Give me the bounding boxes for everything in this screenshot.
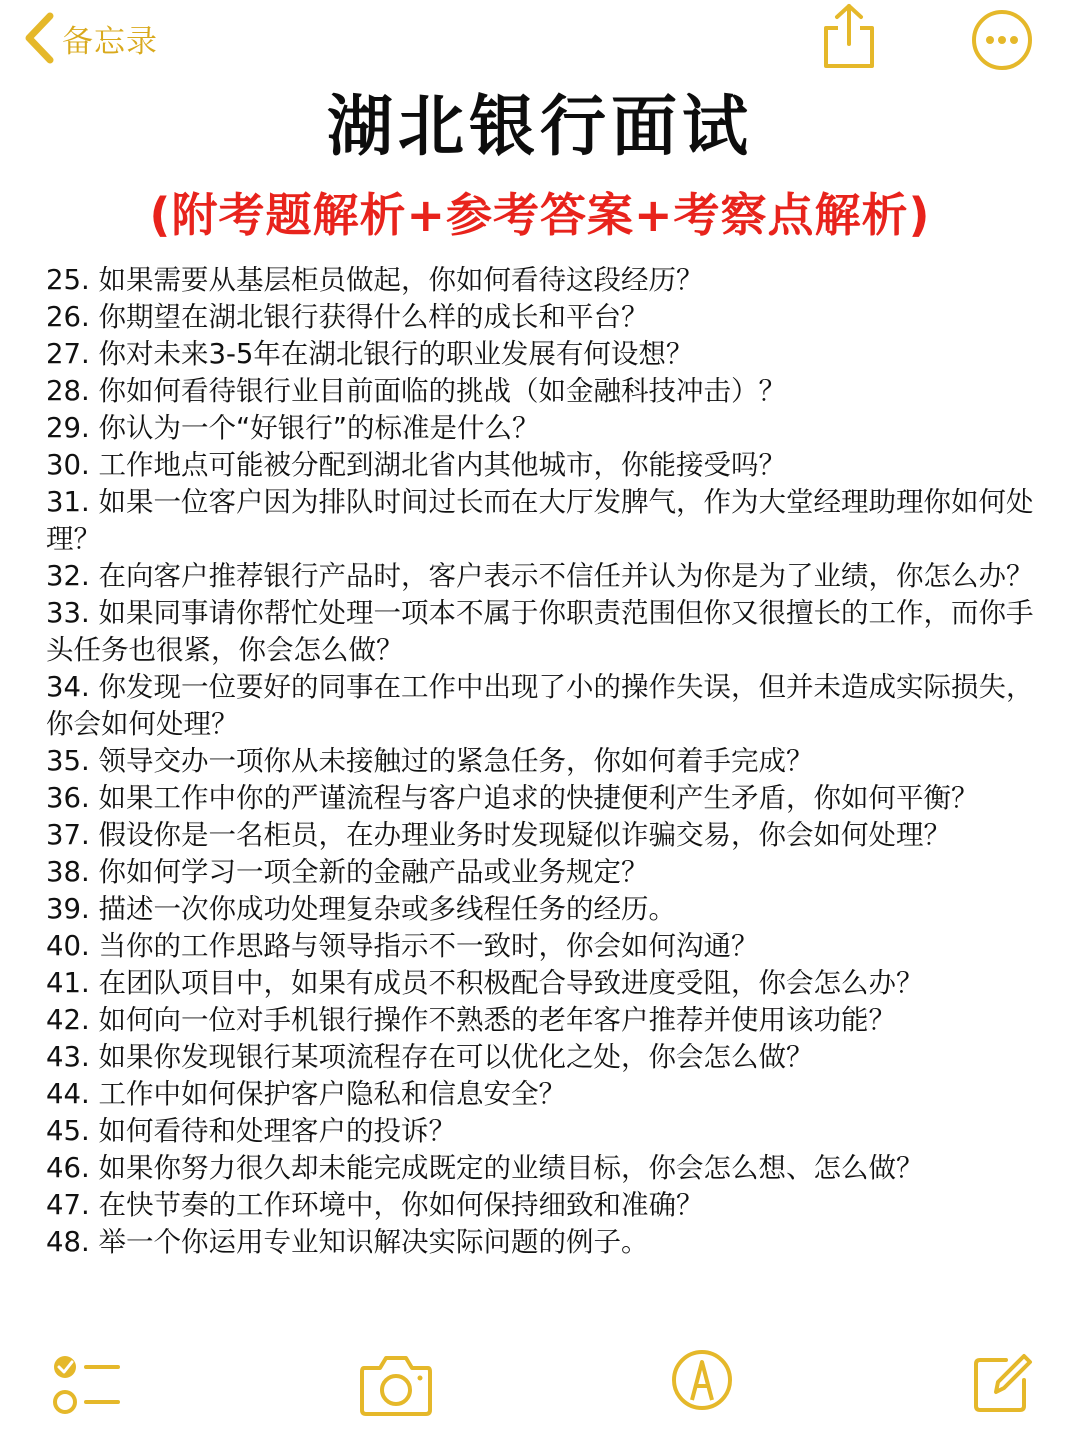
question-item: 47. 在快节奏的工作环境中，你如何保持细致和准确？ (46, 1189, 704, 1221)
question-item: 48. 举一个你运用专业知识解决实际问题的例子。 (46, 1226, 649, 1258)
more-button[interactable] (970, 8, 1034, 72)
back-label: 备忘录 (62, 23, 158, 60)
question-item: 33. 如果同事请你帮忙处理一项本不属于你职责范围但你又很擅长的工作，而你手头任务也很紧，你会怎么做？ (46, 597, 1034, 666)
question-item: 46. 如果你努力很久却未能完成既定的业绩目标，你会怎么想、怎么做？ (46, 1152, 924, 1184)
question-item: 26. 你期望在湖北银行获得什么样的成长和平台？ (46, 301, 649, 333)
back-button[interactable] (22, 8, 158, 68)
navigation-bar (0, 0, 1080, 80)
question-item: 27. 你对未来3-5年在湖北银行的职业发展有何设想？ (46, 338, 694, 370)
note-subtitle: (附考题解析+参考答案+考察点解析) (149, 188, 931, 242)
question-item: 41. 在团队项目中，如果有成员不积极配合导致进度受阻，你会怎么办？ (46, 967, 924, 999)
question-item: 43. 如果你发现银行某项流程存在可以优化之处，你会怎么做？ (46, 1041, 814, 1073)
question-item: 36. 如果工作中你的严谨流程与客户追求的快捷便利产生矛盾，你如何平衡？ (46, 782, 979, 814)
chevron-left-icon (22, 11, 56, 65)
question-item: 28. 你如何看待银行业目前面临的挑战（如金融科技冲击）？ (46, 375, 786, 407)
compose-icon (970, 1401, 1034, 1420)
question-item: 38. 你如何学习一项全新的金融产品或业务规定？ (46, 856, 649, 888)
question-item: 42. 如何向一位对手机银行操作不熟悉的老年客户推荐并使用该功能？ (46, 1004, 896, 1036)
question-item: 37. 假设你是一名柜员，在办理业务时发现疑似诈骗交易，你会如何处理？ (46, 819, 951, 851)
checklist-icon (50, 1405, 124, 1424)
share-icon (818, 57, 880, 76)
question-list[interactable] (46, 262, 1036, 1261)
question-item: 32. 在向客户推荐银行产品时，客户表示不信任并认为你是为了业绩，你怎么办？ (46, 560, 1034, 592)
question-item: 45. 如何看待和处理客户的投诉？ (46, 1115, 456, 1147)
more-icon (970, 57, 1034, 76)
compose-button[interactable] (970, 1348, 1034, 1416)
camera-button[interactable] (358, 1350, 434, 1418)
question-item: 39. 描述一次你成功处理复杂或多线程任务的经历。 (46, 893, 676, 925)
question-item: 31. 如果一位客户因为排队时间过长而在大厅发脾气，作为大堂经理助理你如何处理？ (46, 486, 1034, 555)
question-item: 44. 工作中如何保护客户隐私和信息安全？ (46, 1078, 566, 1110)
markup-button[interactable] (670, 1348, 734, 1412)
note-title: 湖北银行面试 (327, 88, 753, 165)
bottom-toolbar (0, 1340, 1080, 1440)
question-item: 29. 你认为一个“好银行”的标准是什么？ (46, 412, 540, 444)
question-item: 35. 领导交办一项你从未接触过的紧急任务，你如何着手完成？ (46, 745, 814, 777)
markup-icon (670, 1397, 734, 1416)
question-item: 30. 工作地点可能被分配到湖北省内其他城市，你能接受吗？ (46, 449, 786, 481)
camera-icon (358, 1403, 434, 1422)
question-item: 25. 如果需要从基层柜员做起，你如何看待这段经历？ (46, 264, 704, 296)
question-item: 40. 当你的工作思路与领导指示不一致时，你会如何沟通？ (46, 930, 759, 962)
checklist-button[interactable] (50, 1350, 124, 1420)
share-button[interactable] (818, 2, 880, 72)
question-item: 34. 你发现一位要好的同事在工作中出现了小的操作失误，但并未造成实际损失，你会如何处理？ (46, 671, 1034, 740)
